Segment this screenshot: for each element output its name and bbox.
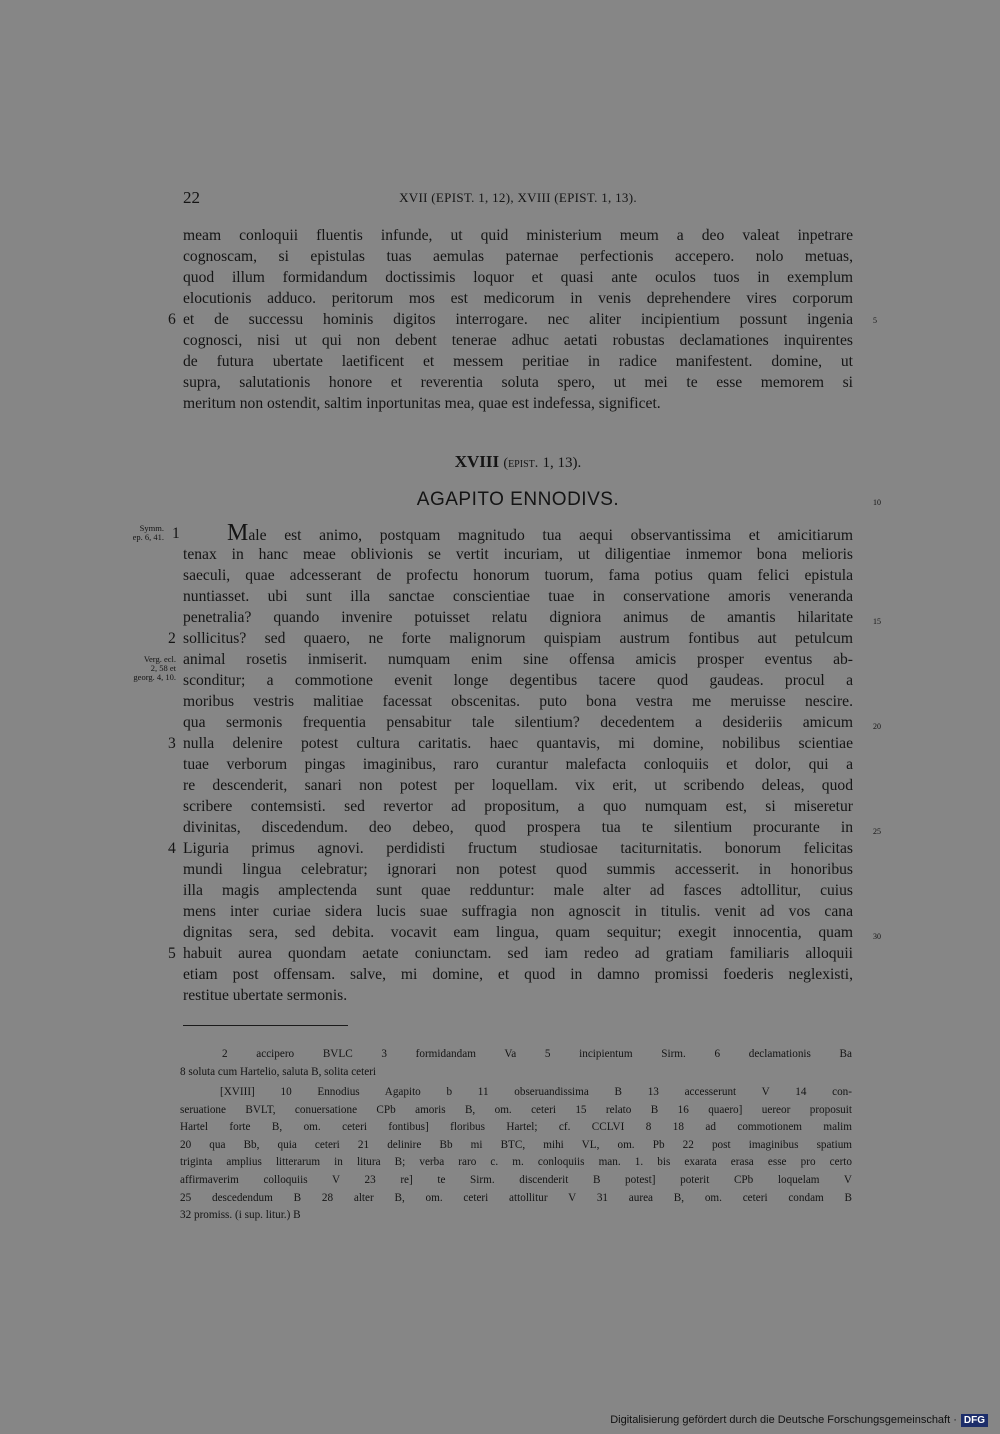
- text-line: sollicitus? sed quaero, ne forte malignorum quispiam austrum fontibus aut petulcum: [183, 630, 853, 647]
- epist-label: (epist.: [503, 456, 539, 471]
- text-line: cognosci, nisi ut qui non debent tenerae adhuc aetati robustas declamationes inquirentes: [183, 332, 853, 349]
- text-line: penetralia? quando invenire potuisset relatu digniora animus de amantis hilaritate: [183, 609, 853, 626]
- footnote-rule: [183, 1025, 348, 1026]
- note-line: 20 qua Bb, quia ceteri 21 delinire Bb mi BTC, mihi VL, om. Pb 22 post imaginibus spatium: [180, 1138, 852, 1151]
- note-line: Hartel forte B, om. ceteri fontibus] floribus Hartel; cf. CCLVI 8 18 ad commotionem malim: [180, 1121, 852, 1134]
- text-line: illa magis amplectenda sunt quae redduntur: male alter ad fasces adtollitur, cuius: [183, 882, 853, 899]
- apparatus-notes-xviii: [180, 1084, 852, 1225]
- line-number: 30: [873, 932, 881, 941]
- note-line: seruatione BVLT, conuersatione CPb amoris B, om. ceteri 15 relato B 16 quaero] uereor proposuit: [180, 1103, 852, 1116]
- note-line: [XVIII] 10 Ennodius Agapito b 11 obseruandissima B 13 accesserunt V 14 con-: [220, 1086, 852, 1098]
- text-line: de futura ubertate laetificent et messem peritiae in radice manifestent. domine, ut: [183, 353, 853, 370]
- text-line: mens inter curiae sidera lucis suae suffragia non agnoscit in titulis. venit ad vos cana: [183, 903, 853, 920]
- text-line: cognoscam, si epistulas tuas aemulas paternae perfectionis accepero. nolo metuas,: [183, 248, 853, 265]
- note-line: triginta amplius litterarum in litura B; verba raro c. m. conloquiis man. 1. bis exarata erasa esse pro certo: [180, 1156, 852, 1169]
- text-line: mundi lingua celebratur; ignorari non potest quod summis accesserit. in honoribus: [183, 861, 853, 878]
- text-line: quod illum formidandum doctissimis loquor et quasi ante oculos tuos in exemplum: [183, 269, 853, 286]
- note-line: 25 descedendum B 28 alter B, om. ceteri attollitur V 31 aurea B, om. ceteri condam B: [180, 1191, 852, 1204]
- letter-title: AGAPITO ENNODIVS.: [416, 489, 620, 510]
- text-line: restitue ubertate sermonis.: [183, 987, 348, 1004]
- text-line: habuit aurea quondam aetate coniunctam. sed iam redeo ad gratiam familiaris alloquii: [183, 945, 853, 962]
- section-number: 1: [172, 525, 180, 542]
- section-number: 6: [168, 311, 176, 328]
- note-line: 8 soluta cum Hartelio, saluta B, solita ceteri: [180, 1065, 377, 1078]
- note-line: 2 accipero BVLC 3 formidandam Va 5 incipientum Sirm. 6 declamationis Ba: [222, 1048, 852, 1060]
- text-line: elocutionis adduco. peritorum mos est medicorum in venis deprehendere vires corporum: [183, 290, 853, 307]
- line-number: 25: [873, 827, 881, 836]
- note-line: 32 promiss. (i sup. litur.) B: [180, 1209, 301, 1222]
- letter-heading: [183, 452, 853, 472]
- page-number: 22: [183, 188, 200, 207]
- letter-numeral: XVIII: [454, 452, 500, 471]
- line-number: 20: [873, 722, 881, 731]
- text-line: meritum non ostendit, saltim inportunitas mea, quae est indefessa, significet.: [183, 395, 661, 412]
- text-line: re descenderit, sanari non potest per loquellam. vix erit, ut scribendo deleas, quod: [183, 777, 853, 794]
- running-title: XVII (EPIST. 1, 12), XVIII (EPIST. 1, 13).: [399, 190, 637, 205]
- text-line: [183, 520, 853, 546]
- line-number: 5: [873, 316, 877, 325]
- dfg-logo-icon: DFG: [961, 1414, 988, 1427]
- text-line: tenax in hanc meae oblivionis se vertit incuriam, ut diligentiae inmemor bona melioris: [183, 546, 853, 563]
- note-line: affirmaverim colloquiis V 23 re] te Sirm. discenderit B potest] poterit CPb loquelam V: [180, 1173, 852, 1186]
- first-line-text: ale est animo, postquam magnitudo tua aequi observantissima et amicitiarum: [248, 527, 853, 544]
- text-line: qua sermonis frequentia pensabitur tale silentium? decedentem a desideriis amicum: [183, 714, 853, 731]
- marginal-reference-verg: Verg. ecl. 2, 58 et georg. 4, 10.: [133, 654, 176, 682]
- apparatus-notes-xvii: [180, 1046, 852, 1081]
- text-line: nulla delenire potest cultura caritatis. haec quantavis, mi domine, nobilibus scientiae: [183, 735, 853, 752]
- letter-xvii-text: [183, 225, 853, 414]
- line-number: 10: [873, 498, 881, 507]
- text-line: scribere contemsisti. sed revertor ad propositum, a quo numquam est, si miseretur: [183, 798, 853, 815]
- text-line: meam conloquii fluentis infunde, ut quid ministerium meum a deo valeat inpetrare: [183, 227, 853, 244]
- text-line: supra, salutationis honore et reverentia soluta spero, ut mei te esse memorem si: [183, 374, 853, 391]
- text-line: saeculi, quae adcesserant de profectu honorum tuorum, fama potius quam felici epistula: [183, 567, 853, 584]
- text-line: Liguria primus agnovi. perdidisti fructum studiosae taciturnitatis. bonorum felicitas: [183, 840, 853, 857]
- text-line: divinitas, discedendum. deo debeo, quod prospera tua te silentium procurante in: [183, 819, 853, 836]
- text-line: dignitas sera, sed debita. vocavit eam lingua, quam sequitur; exegit innocentia, quam: [183, 924, 853, 941]
- section-number: 4: [168, 840, 176, 857]
- funding-text: Digitalisierung gefördert durch die Deutsche Forschungsgemeinschaft ·: [610, 1414, 957, 1426]
- text-line: animal rosetis inmiserit. numquam enim sine offensa amicis prosper eventus ab-: [183, 651, 853, 668]
- running-head: [183, 188, 853, 210]
- text-line: sconditur; a commotione evenit longe degentibus tacere quod gaudeas. procul a: [183, 672, 853, 689]
- text-line: nuntiasset. ubi sunt illa sanctae conscientiae tuae in conservatione amoris veneranda: [183, 588, 853, 605]
- epist-ref: 1, 13).: [542, 455, 582, 471]
- text-line: et de successu hominis digitos interrogare. nec aliter incipientium possunt ingenia: [183, 311, 853, 328]
- drop-cap: M: [227, 520, 249, 546]
- text-line: moribus vestris malitiae facessat obscenitas. puto bona vestra me meruisse nescire.: [183, 693, 853, 710]
- line-number: 15: [873, 617, 881, 626]
- section-number: 3: [168, 735, 176, 752]
- text-line: tuae verborum pingas imaginibus, raro curantur malefacta conloquiis et dolor, qui a: [183, 756, 853, 773]
- letter-xviii-text: [183, 520, 853, 1006]
- text-line: etiam post offensam. salve, mi domine, et quod in damno promissi foederis neglexisti,: [183, 966, 853, 983]
- section-number: 5: [168, 945, 176, 962]
- section-number: 2: [168, 630, 176, 647]
- funding-footer: [610, 1410, 988, 1430]
- marginal-reference-symm: Symm. ep. 6, 41.: [132, 523, 164, 542]
